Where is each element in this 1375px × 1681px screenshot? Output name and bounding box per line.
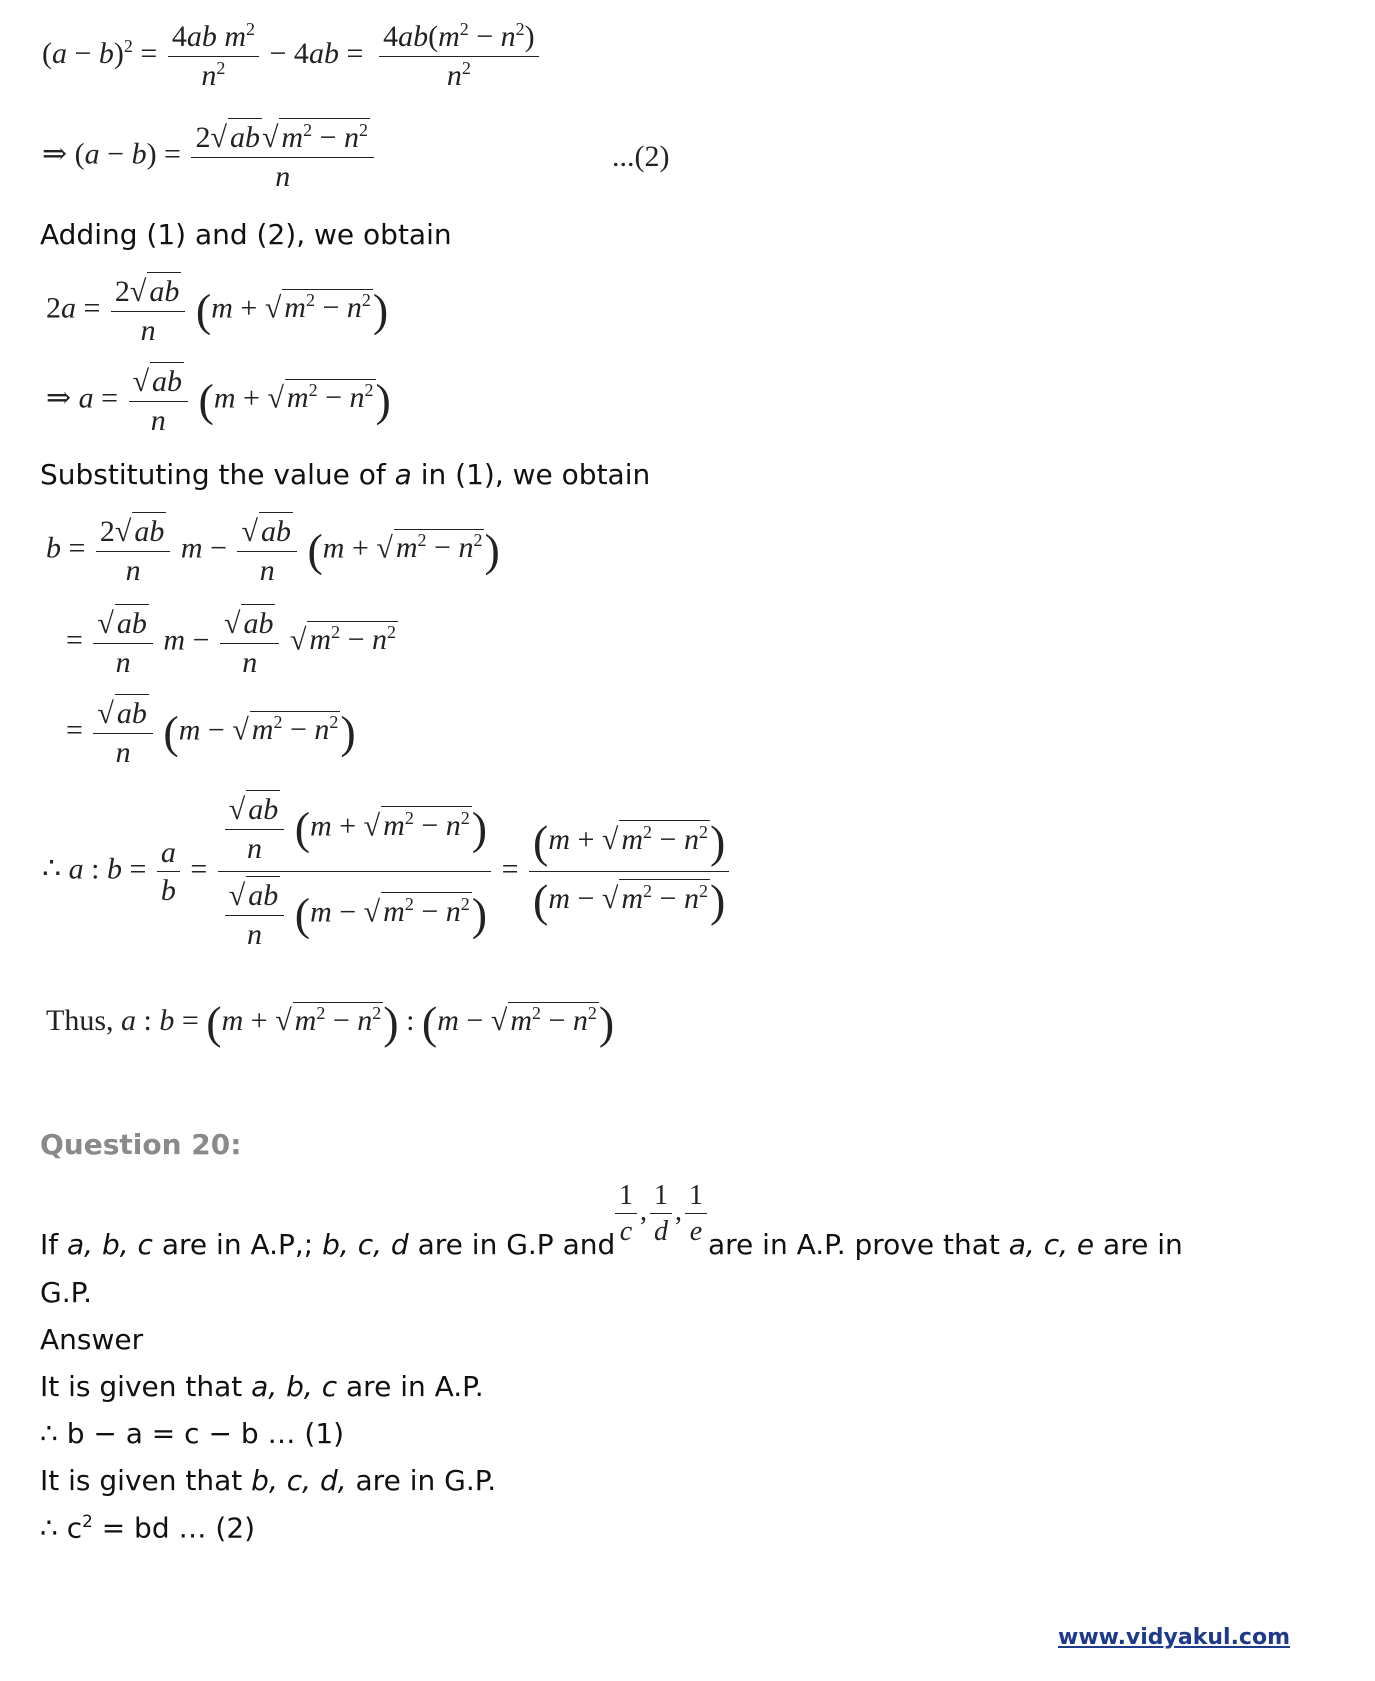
equation-2a: 2a = $\frac{2√ ab}{n}$ (m + √ $m^2 - n^2$) bbox=[46, 272, 388, 349]
adding-text: Adding (1) and (2), we obtain bbox=[40, 218, 452, 251]
equation-a-minus-b-squared: $(a - b)^2$ = $\frac{4ab m^2}{n^2}$ − 4ab = $\frac{4ab(m^2 - n^2)}{n^2}$ bbox=[42, 18, 547, 94]
equation-b-3: = $\frac{√ ab}{n}$ (m − √ $m^2 - n^2$) bbox=[66, 694, 356, 771]
equation-ratio: ∴ a : b = $\frac{a}{b}$ = $\frac{√ ab}{n}$ (m + √ $m^2 - n^2$) $\frac{√ ab}{n}$ (m − √ $m^2 - n^2$) = $\frac{(m + √ m^2 - n^2)}{(m - √ m^2 - n^2)}$ bbox=[42, 790, 732, 953]
equation-b-2: = $\frac{√ ab}{n}$ m − $\frac{√ ab}{n}$ √ $m^2 - n^2$ bbox=[66, 604, 398, 681]
given-ap: It is given that a, b, c are in A.P. bbox=[40, 1370, 484, 1403]
substituting-text bbox=[40, 458, 650, 491]
given-gp: It is given that b, c, d, are in G.P. bbox=[40, 1464, 497, 1497]
question-heading: Question 20: bbox=[40, 1128, 242, 1161]
question-line-1b: are in A.P. prove that a, c, e are in bbox=[708, 1228, 1183, 1261]
equation-b-1: b = $\frac{2√ ab}{n}$ m − $\frac{√ ab}{n}$ (m + √ $m^2 - n^2$) bbox=[46, 512, 500, 589]
subst-prefix: Substituting the value of bbox=[40, 458, 395, 491]
equation-label-2: ...(2) bbox=[612, 140, 670, 173]
vidyakul-link[interactable]: www.vidyakul.com bbox=[1058, 1625, 1291, 1650]
subst-suffix: in (1), we obtain bbox=[411, 458, 651, 491]
equation-a: ⇒ a = $\frac{√ ab}{n}$ (m + √ $m^2 - n^2$) bbox=[46, 362, 391, 439]
subst-var: a bbox=[394, 458, 412, 491]
answer-label: Answer bbox=[40, 1323, 144, 1356]
question-line-2: G.P. bbox=[40, 1276, 93, 1309]
thus-label: Thus, bbox=[46, 1003, 114, 1037]
reciprocals-fractions: $\frac{1}{c}$ , $\frac{1}{d}$ , $\frac{1}{e}$ bbox=[612, 1178, 710, 1249]
question-line-1: If a, b, c are in A.P,; b, c, d are in G.P and bbox=[40, 1228, 616, 1261]
equation-a-minus-b: ⇒ (a − b) = $\frac{2√ ab√ m^2 - n^2}{n}$ bbox=[42, 118, 377, 195]
equation-thus: Thus, a : b = (m + √ $m^2 - n^2$) : (m − √ $m^2 - n^2$) bbox=[46, 997, 615, 1048]
equation-2-text: ∴ $c^2$ = bd … (2) bbox=[40, 1511, 256, 1545]
equation-1-text: ∴ b − a = c − b … (1) bbox=[40, 1417, 345, 1450]
